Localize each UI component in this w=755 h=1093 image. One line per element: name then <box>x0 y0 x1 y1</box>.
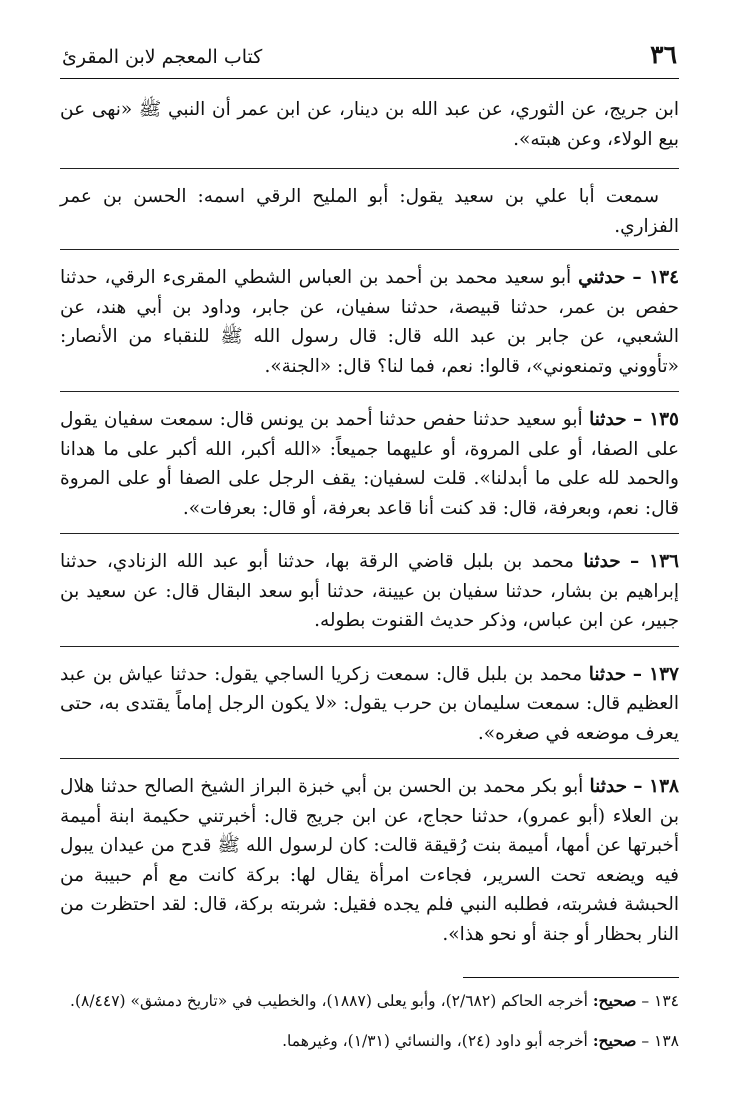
hadith-136 <box>60 547 679 647</box>
hadith-135 <box>60 405 679 534</box>
hadith-134 <box>60 263 679 392</box>
hadith-text: أبو سعيد محمد بن أحمد بن العباس الشطي المقرىء الرقي، حدثنا حفص بن عمر، حدثنا قبيصة، حدثنا سفيان، عن جابر، وداود بن أبي هند، عن الشعبي، عن جابر بن عبد الله قال: قال رسول الله ﷺ للنقباء من الأنصار: «تأووني وتمنعوني»، قالوا: نعم، فما لنا؟ قال: «الجنة». <box>60 267 679 377</box>
hadith-text: أبو سعيد حدثنا حفص حدثنا أحمد بن يونس قال: سمعت سفيان يقول على الصفا، أو على المروة، أو عليهما جميعاً: «الله أكبر، الله أكبر على ما هدانا والحمد لله على ما أبدلنا». قلت لسفيان: يقف الرجل على الصفا أو على المروة قال: نعم، وبعرفة، قال: قد كنت أنا قاعد بعرفة، أو قال: بعرفات». <box>60 409 679 519</box>
hadith-lead: حدثنا <box>589 776 628 797</box>
hadith-number: ١٣٨ – <box>633 776 679 797</box>
paragraph-narrator-note <box>60 182 679 250</box>
footnote-text: أخرجه الحاكم (٢/٦٨٢)، وأبو يعلى (١٨٨٧)، والخطيب في «تاريخ دمشق» (٨/٤٤٧). <box>70 992 588 1010</box>
narrator-note-text: سمعت أبا علي بن سعيد يقول: أبو المليح الرقي اسمه: الحسن بن عمر الفزاري. <box>60 186 679 237</box>
intro-text: ابن جريج، عن الثوري، عن عبد الله بن دينار، عن ابن عمر أن النبي ﷺ «نهى عن بيع الولاء، وعن هبته». <box>60 99 679 150</box>
hadith-lead: حدثنا <box>588 663 627 685</box>
book-title: كتاب المعجم لابن المقرئ <box>62 46 263 68</box>
footnote-138 <box>60 1028 679 1054</box>
footnote-text: أخرجه أبو داود (٢٤)، والنسائي (١/٣١)، وغيرهما. <box>282 1032 588 1050</box>
hadith-number: ١٣٦ – <box>630 551 679 572</box>
main-text <box>60 95 679 959</box>
hadith-text: محمد بن بلبل قاضي الرقة بها، حدثنا أبو عبد الله الزنادي، حدثنا إبراهيم بن بشار، حدثنا سفيان بن عيينة، حدثنا أبو سعد البقال قال: عن سعيد بن جبير، عن ابن عباس، وذكر حديث القنوت بطوله. <box>60 551 679 631</box>
footnote-divider <box>463 977 679 978</box>
hadith-text: أبو بكر محمد بن الحسن بن أبي خبزة البراز الشيخ الصالح حدثنا هلال بن العلاء (أبو عمرو)، حدثنا حجاج، عن ابن جريج قال: أخبرتني حكيمة ابنة أميمة أخبرتها عن أمها، أميمة بنت رُقيقة قالت: كان لرسول الله ﷺ قدح من عيدان يبول فيه ويضعه تحت السرير، فجاءت امرأة يقال لها: بركة كانت مع أم حبيبة من الحبشة فشربته، فطلبه النبي فلم يجده فقيل: شربته بركة، قال: لقد احتظرت من النار بحظار أو جنة أو نحو هذا». <box>60 776 679 945</box>
hadith-lead: حدثنا <box>589 409 627 430</box>
hadith-lead: حدثنا <box>583 551 621 572</box>
hadith-137 <box>60 660 679 760</box>
footnote-grade: صحيح: <box>592 1031 637 1050</box>
footnote-number: ١٣٤ – <box>641 992 679 1010</box>
page-number: ٣٦ <box>650 40 677 69</box>
hadith-number: ١٣٥ – <box>632 409 679 430</box>
hadith-number: ١٣٤ – <box>632 267 680 288</box>
hadith-138 <box>60 772 679 959</box>
hadith-lead: حدثني <box>578 267 626 288</box>
running-header <box>60 40 679 79</box>
footnote-134 <box>60 988 679 1014</box>
footnote-number: ١٣٨ – <box>641 1032 679 1050</box>
footnote-grade: صحيح: <box>592 991 637 1010</box>
hadith-text: محمد بن بلبل قال: سمعت زكريا الساجي يقول: حدثنا عياش بن عبد العظيم قال: سمعت سليمان بن حرب يقول: «لا يكون الرجل إماماً يقتدى به، حتى يعرف موضعه في صغره». <box>60 663 679 744</box>
hadith-number: ١٣٧ – <box>632 663 679 685</box>
paragraph-intro <box>60 95 679 169</box>
footnotes <box>60 988 679 1054</box>
